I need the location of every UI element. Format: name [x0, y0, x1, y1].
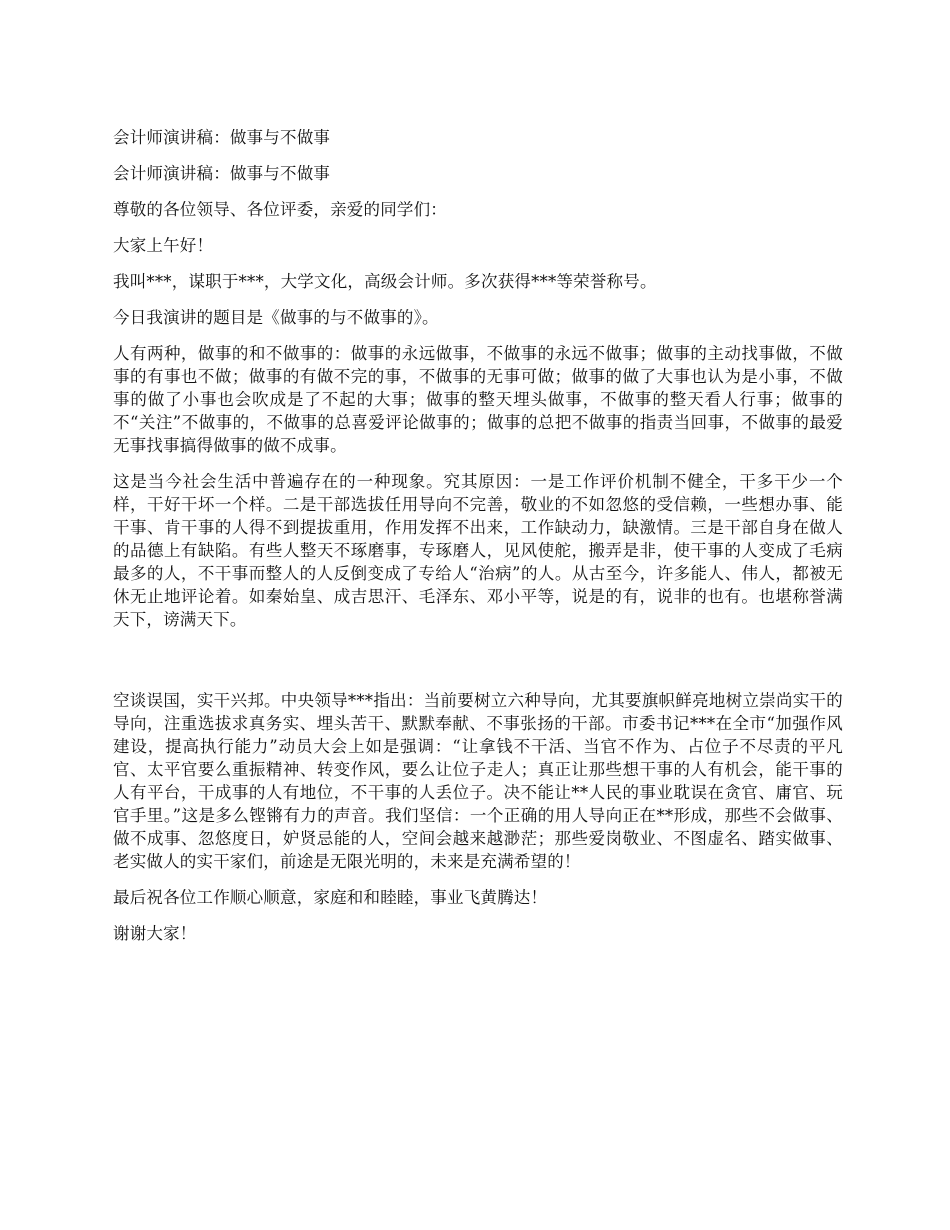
paragraph-3: 空谈误国，实干兴邦。中央领导***指出：当前要树立六种导向，尤其要旗帜鲜亮地树立崇尚实干的导向，注重选拔求真务实、埋头苦干、默默奉献、不事张扬的干部。市委书记***在全市“加强作风建设，提高执行能力”动员大会上如是强调：“让拿钱不干活、当官不作为、占位子不尽责的平凡官、太平官要么重振精神、转变作风，要么让位子走人；真正让那些想干事的人有机会，能干事的人有平台，干成事的人有地位，不干事的人丢位子。决不能让**人民的事业耽误在贪官、庸官、玩官手里。”这是多么铿锵有力的声音。我们坚信：一个正确的用人导向正在**形成，那些不会做事、做不成事、忽悠度日，妒贤忌能的人，空间会越来越渺茫；那些爱岗敬业、不图虚名、踏实做事、老实做人的实干家们，前途是无限光明的，未来是充满希望的！ [113, 691, 843, 871]
hello-line: 大家上午好！ [113, 236, 214, 255]
document-title: 会计师演讲稿：做事与不做事 [113, 128, 331, 147]
topic-line: 今日我演讲的题目是《做事的与不做事的》。 [113, 308, 439, 327]
document-title-repeat: 会计师演讲稿：做事与不做事 [113, 164, 331, 183]
paragraph-1: 人有两种，做事的和不做事的：做事的永远做事，不做事的永远不做事；做事的主动找事做，不做事的有事也不做；做事的有做不完的事，不做事的无事可做；做事的做了大事也认为是小事，不做事的做了小事也会吹成是了不起的大事；做事的整天埋头做事，不做事的整天看人行事；做事的不“关注”不做事的，不做事的总喜爱评论做事的；做事的总把不做事的指责当回事，不做事的最爱无事找事搞得做事的做不成事。 [113, 344, 843, 455]
document-body [113, 126, 843, 958]
paragraph-2: 这是当今社会生活中普遍存在的一种现象。究其原因：一是工作评价机制不健全，干多干少一个样，干好干坏一个样。二是干部选拔任用导向不完善，敬业的不如忽悠的受信赖，一些想办事、能干事、肯干事的人得不到提拔重用，作用发挥不出来，工作缺动力，缺激情。三是干部自身在做人的品德上有缺陷。有些人整天不琢磨事，专琢磨人，见风使舵，搬弄是非，使干事的人变成了毛病最多的人，不干事而整人的人反倒变成了专给人“治病”的人。从古至今，许多能人、伟人，都被无休无止地评论着。如秦始皇、成吉思汗、毛泽东、邓小平等，说是的有，说非的也有。也堪称誉满天下，谤满天下。 [113, 472, 843, 629]
thanks-line: 谢谢大家！ [113, 924, 197, 943]
closing-line: 最后祝各位工作顺心顺意，家庭和和睦睦，事业飞黄腾达！ [113, 888, 548, 907]
greeting-line: 尊敬的各位领导、各位评委，亲爱的同学们： [113, 200, 447, 219]
intro-line: 我叫***，谋职于***，大学文化，高级会计师。多次获得***等荣誉称号。 [113, 272, 657, 291]
